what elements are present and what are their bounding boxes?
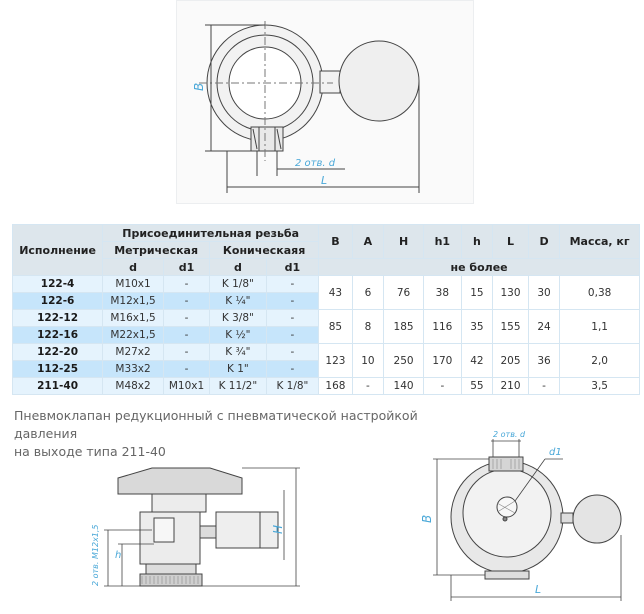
cell-metric-d: M10x1 bbox=[103, 276, 164, 293]
cell-H: 185 bbox=[384, 310, 424, 344]
product-caption bbox=[14, 407, 424, 461]
header-H: H bbox=[384, 225, 424, 259]
table-row bbox=[13, 378, 640, 395]
cell-D: 30 bbox=[528, 276, 559, 310]
cell-B: 168 bbox=[319, 378, 353, 395]
cell-conical-d: K 11/2" bbox=[210, 378, 267, 395]
top-label-B: B bbox=[192, 82, 206, 91]
cell-conical-d: K ½" bbox=[210, 327, 267, 344]
header-metric-d: d bbox=[103, 259, 164, 276]
header-max-note: не более bbox=[319, 259, 640, 276]
cell-H: 250 bbox=[384, 344, 424, 378]
cell-B: 43 bbox=[319, 276, 353, 310]
cell-metric-d1: - bbox=[163, 327, 209, 344]
cell-A: 6 bbox=[352, 276, 383, 310]
header-metric: Метрическая bbox=[103, 242, 210, 259]
topview-label-B: B bbox=[420, 514, 434, 523]
cell-h1: 38 bbox=[423, 276, 461, 310]
top-valve-drawing bbox=[176, 0, 474, 204]
cell-metric-d: M27x2 bbox=[103, 344, 164, 361]
cell-B: 85 bbox=[319, 310, 353, 344]
cell-D: 24 bbox=[528, 310, 559, 344]
cell-conical-d1: - bbox=[266, 276, 318, 293]
table-row bbox=[13, 344, 640, 361]
caption-line-1: Пневмоклапан редукционный с пневматической настройкой давления bbox=[14, 408, 418, 441]
cell-conical-d1: K 1/8" bbox=[266, 378, 318, 395]
cell-metric-d: M48x2 bbox=[103, 378, 164, 395]
cell-L: 210 bbox=[493, 378, 529, 395]
caption-line-2: на выходе типа 211-40 bbox=[14, 444, 166, 459]
top-view-svg bbox=[415, 425, 644, 610]
cell-mass: 1,1 bbox=[560, 310, 640, 344]
cell-version: 211-40 bbox=[13, 378, 103, 395]
cell-h: 35 bbox=[461, 310, 492, 344]
cell-mass: 0,38 bbox=[560, 276, 640, 310]
cell-L: 155 bbox=[493, 310, 529, 344]
header-D: D bbox=[528, 225, 559, 259]
cell-conical-d1: - bbox=[266, 293, 318, 310]
cell-L: 130 bbox=[493, 276, 529, 310]
cell-conical-d1: - bbox=[266, 310, 318, 327]
cell-A: 8 bbox=[352, 310, 383, 344]
cell-metric-d: M12x1,5 bbox=[103, 293, 164, 310]
cell-conical-d: K 1" bbox=[210, 361, 267, 378]
header-conical-d1: d1 bbox=[266, 259, 318, 276]
side-view-drawing bbox=[60, 460, 310, 605]
cell-metric-d: M22x1,5 bbox=[103, 327, 164, 344]
cell-metric-d1: - bbox=[163, 310, 209, 327]
top-label-L: L bbox=[321, 174, 328, 187]
header-B: B bbox=[319, 225, 353, 259]
cell-version: 122-4 bbox=[13, 276, 103, 293]
header-connection-thread: Присоединительная резьба bbox=[103, 225, 319, 242]
header-L: L bbox=[493, 225, 529, 259]
top-label-hole: 2 отв. d bbox=[295, 158, 336, 169]
header-mass: Масса, кг bbox=[560, 225, 640, 259]
cell-h: 15 bbox=[461, 276, 492, 310]
cell-h1: 170 bbox=[423, 344, 461, 378]
cell-h1: 116 bbox=[423, 310, 461, 344]
cell-version: 122-6 bbox=[13, 293, 103, 310]
cell-mass: 3,5 bbox=[560, 378, 640, 395]
cell-conical-d: K 3/8" bbox=[210, 310, 267, 327]
cell-A: 10 bbox=[352, 344, 383, 378]
header-conical: Коническаяя bbox=[210, 242, 319, 259]
header-h: h bbox=[461, 225, 492, 259]
cell-L: 205 bbox=[493, 344, 529, 378]
side-label-H: H bbox=[271, 524, 285, 534]
cell-version: 122-12 bbox=[13, 310, 103, 327]
side-label-h: h bbox=[115, 550, 122, 561]
cell-version: 122-16 bbox=[13, 327, 103, 344]
cell-B: 123 bbox=[319, 344, 353, 378]
cell-h1: - bbox=[423, 378, 461, 395]
cell-version: 112-25 bbox=[13, 361, 103, 378]
header-metric-d1: d1 bbox=[163, 259, 209, 276]
cell-metric-d: M16x1,5 bbox=[103, 310, 164, 327]
cell-metric-d1: - bbox=[163, 276, 209, 293]
header-A: A bbox=[352, 225, 383, 259]
cell-metric-d1: - bbox=[163, 293, 209, 310]
header-h1: h1 bbox=[423, 225, 461, 259]
cell-mass: 2,0 bbox=[560, 344, 640, 378]
spec-table bbox=[12, 224, 640, 395]
side-label-thread: 2 отв. M12x1,5 bbox=[91, 524, 100, 586]
header-conical-d: d bbox=[210, 259, 267, 276]
cell-version: 122-20 bbox=[13, 344, 103, 361]
cell-conical-d: K ¾" bbox=[210, 344, 267, 361]
top-valve-svg bbox=[177, 1, 475, 205]
table-row bbox=[13, 310, 640, 327]
cell-conical-d: K 1/8" bbox=[210, 276, 267, 293]
cell-metric-d1: M10x1 bbox=[163, 378, 209, 395]
cell-conical-d1: - bbox=[266, 327, 318, 344]
cell-metric-d1: - bbox=[163, 361, 209, 378]
side-view-svg bbox=[60, 460, 310, 605]
cell-H: 140 bbox=[384, 378, 424, 395]
cell-metric-d: M33x2 bbox=[103, 361, 164, 378]
cell-A: - bbox=[352, 378, 383, 395]
cell-h: 42 bbox=[461, 344, 492, 378]
top-view-drawing bbox=[415, 425, 644, 610]
cell-conical-d1: - bbox=[266, 361, 318, 378]
table-row bbox=[13, 276, 640, 293]
header-version: Исполнение bbox=[13, 225, 103, 276]
cell-metric-d1: - bbox=[163, 344, 209, 361]
cell-h: 55 bbox=[461, 378, 492, 395]
cell-D: - bbox=[528, 378, 559, 395]
topview-label-hole: 2 отв. d bbox=[493, 430, 526, 439]
cell-conical-d: K ¼" bbox=[210, 293, 267, 310]
cell-D: 36 bbox=[528, 344, 559, 378]
cell-conical-d1: - bbox=[266, 344, 318, 361]
cell-H: 76 bbox=[384, 276, 424, 310]
topview-label-L: L bbox=[535, 583, 542, 596]
topview-label-d1: d1 bbox=[549, 447, 562, 458]
